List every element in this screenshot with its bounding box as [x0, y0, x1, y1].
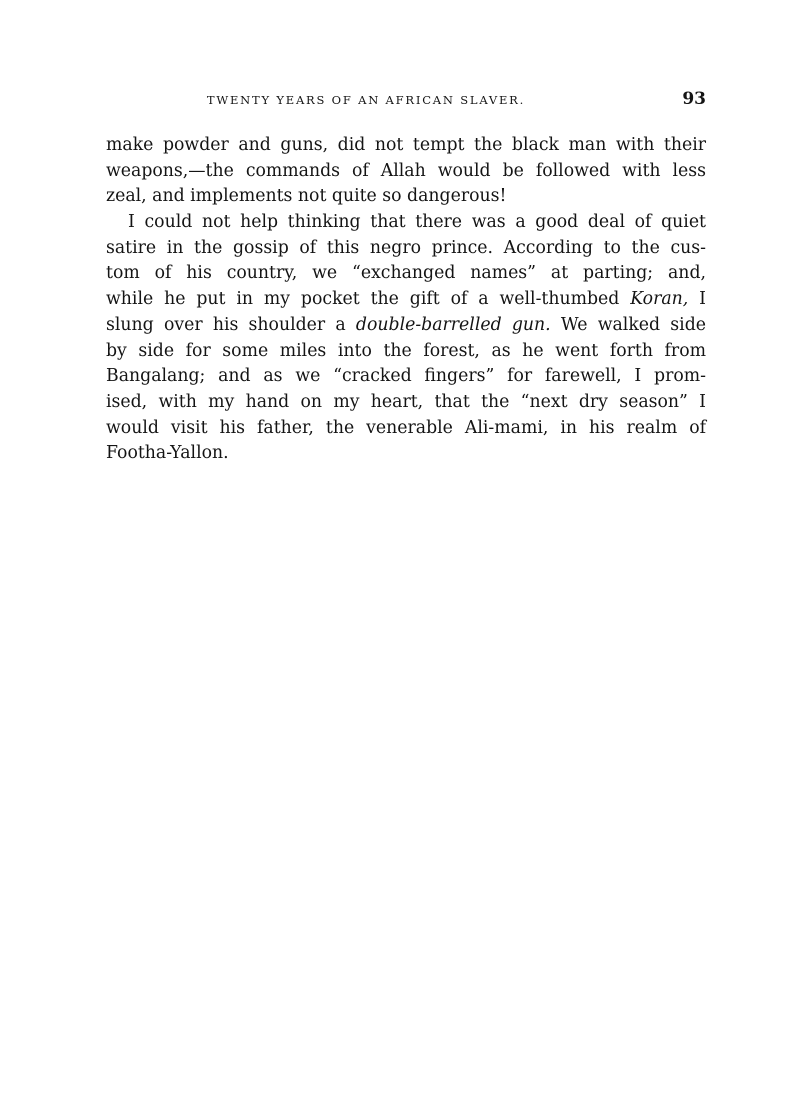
text-line: Bangalang; and as we “cracked fingers” for farewell, I prom-: [106, 366, 706, 387]
text-run: We walked side: [550, 314, 706, 335]
text-line: by side for some miles into the forest, as he went forth from: [106, 340, 706, 361]
running-head: [106, 91, 706, 113]
text-line: [106, 287, 706, 313]
text-line: would visit his father, the venerable Ali-mami, in his realm of: [106, 417, 706, 438]
text-line: I could not help thinking that there was a good deal of quiet: [128, 212, 706, 233]
text-run: while he put in my pocket the gift of a well-thumbed: [106, 289, 631, 310]
italic-phrase-gun: double-barrelled gun.: [355, 314, 551, 335]
paragraph-continuation: [106, 133, 706, 210]
text-line: tom of his country, we “exchanged names” at parting; and,: [106, 263, 706, 284]
text-line: make powder and guns, did not tempt the black man with their: [106, 135, 706, 155]
text-run: slung over his shoulder a: [106, 314, 356, 335]
text-run: I: [688, 289, 706, 310]
text-line: Footha-Yallon.: [106, 443, 229, 464]
text-line: [106, 313, 706, 339]
italic-title-koran: Koran,: [630, 289, 689, 310]
body-text: [106, 133, 706, 467]
running-title: TWENTY YEARS OF AN AFRICAN SLAVER.: [206, 93, 526, 107]
text-line: zeal, and implements not quite so dangerous!: [106, 186, 507, 207]
page-number: 93: [682, 89, 706, 109]
text-line: satire in the gossip of this negro prince. According to the cus-: [106, 237, 706, 258]
paragraph-negro-prince: [106, 210, 706, 467]
text-line: ised, with my hand on my heart, that the “next dry season” I: [106, 391, 706, 412]
text-line: weapons,—the commands of Allah would be followed with less: [106, 160, 706, 181]
